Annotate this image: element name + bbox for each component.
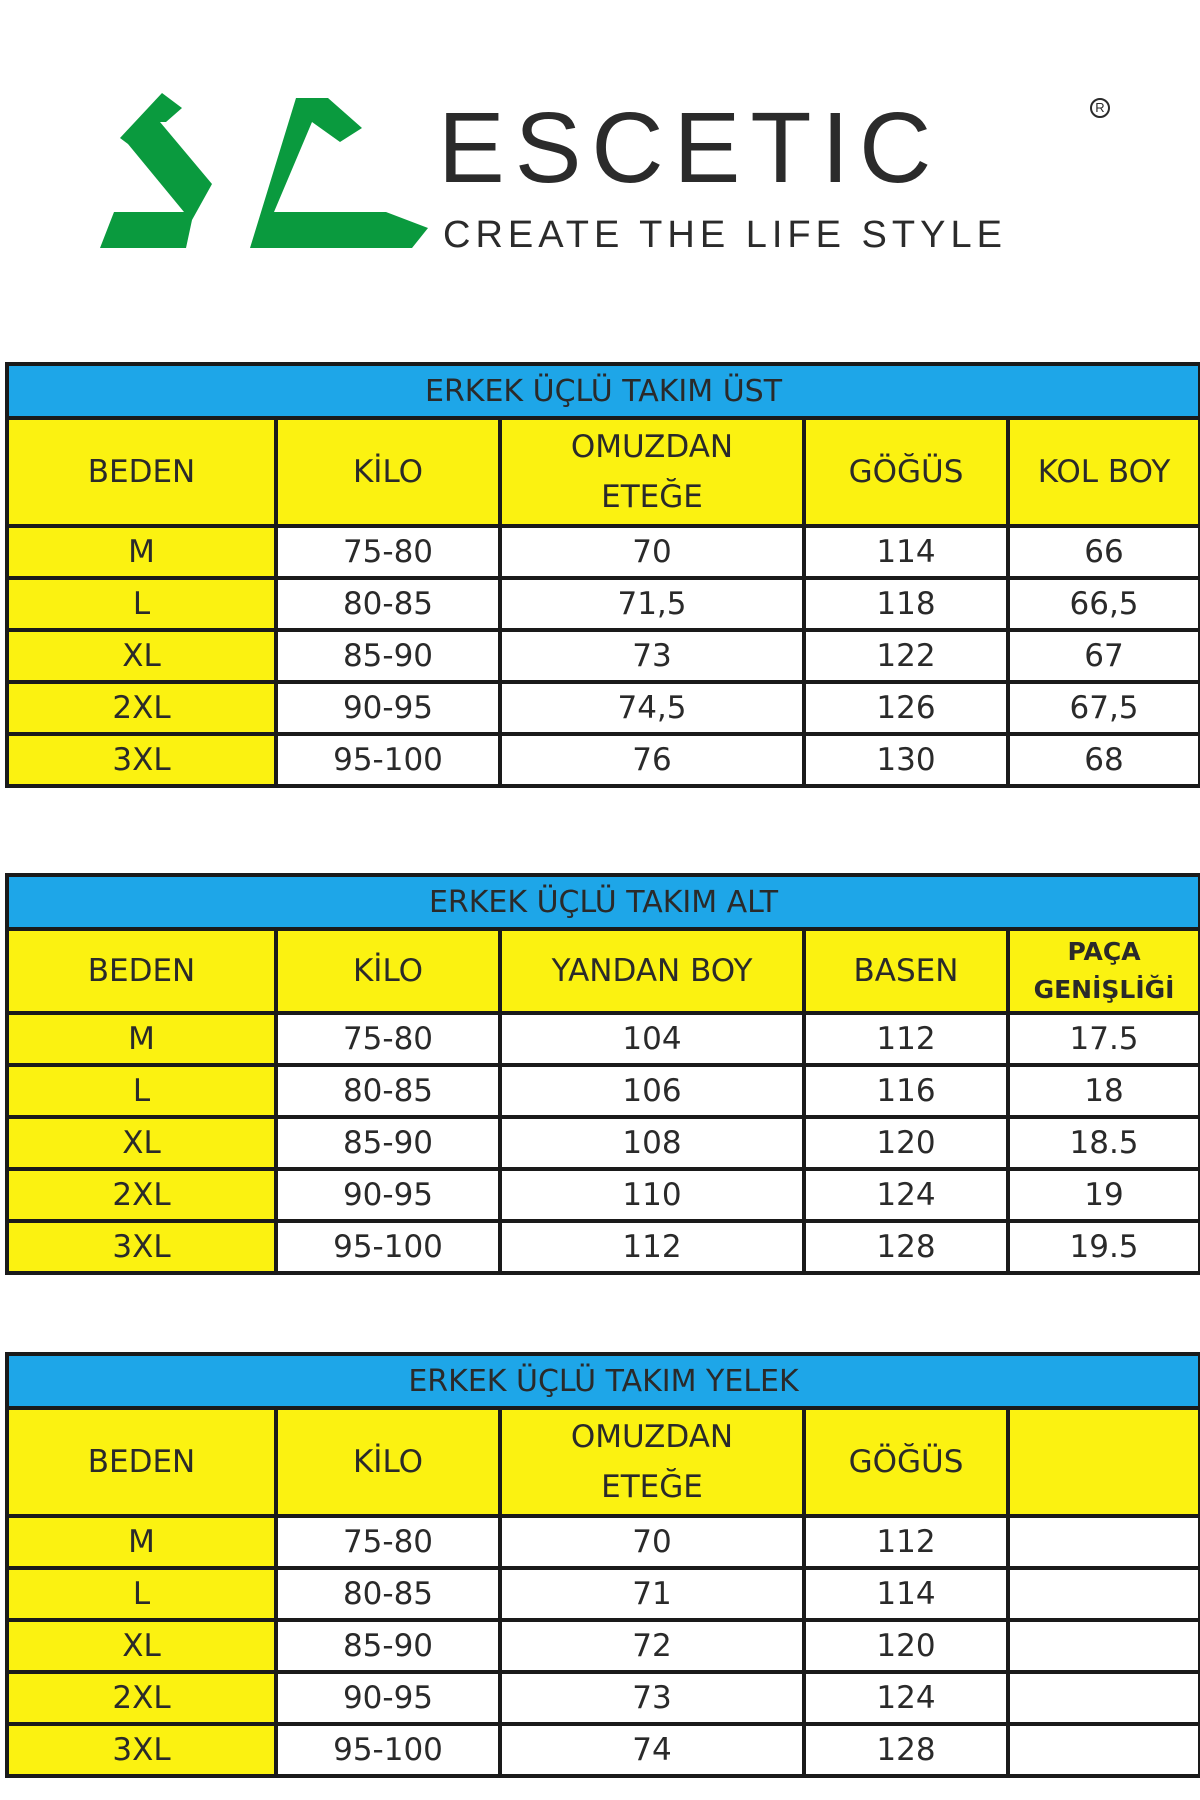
omuzdan-etege-cell: 74,5 bbox=[500, 682, 804, 734]
table-row bbox=[7, 526, 1200, 578]
omuzdan-etege-cell: 72 bbox=[500, 1620, 804, 1672]
header-basen: BASEN bbox=[804, 929, 1008, 1013]
size-cell: XL bbox=[7, 630, 276, 682]
kol-boy-cell: 66,5 bbox=[1008, 578, 1200, 630]
kilo-cell: 90-95 bbox=[276, 1169, 500, 1221]
yandan-boy-cell: 108 bbox=[500, 1117, 804, 1169]
table-title: ERKEK ÜÇLÜ TAKIM ALT bbox=[7, 875, 1200, 929]
gogus-cell: 120 bbox=[804, 1620, 1008, 1672]
table-row bbox=[7, 1724, 1200, 1776]
table-title: ERKEK ÜÇLÜ TAKIM YELEK bbox=[7, 1354, 1200, 1408]
table-row bbox=[7, 1117, 1200, 1169]
empty-cell bbox=[1008, 1724, 1200, 1776]
gogus-cell: 124 bbox=[804, 1672, 1008, 1724]
kilo-cell: 90-95 bbox=[276, 682, 500, 734]
size-cell: XL bbox=[7, 1620, 276, 1672]
paca-genisligi-cell: 17.5 bbox=[1008, 1013, 1200, 1065]
kilo-cell: 95-100 bbox=[276, 1724, 500, 1776]
kilo-cell: 75-80 bbox=[276, 1516, 500, 1568]
header-gogus: GÖĞÜS bbox=[804, 418, 1008, 526]
header-beden: BEDEN bbox=[7, 929, 276, 1013]
size-cell: 3XL bbox=[7, 1221, 276, 1273]
header-yandan-boy: YANDAN BOY bbox=[500, 929, 804, 1013]
yandan-boy-cell: 104 bbox=[500, 1013, 804, 1065]
header-kilo: KİLO bbox=[276, 418, 500, 526]
kol-boy-cell: 67,5 bbox=[1008, 682, 1200, 734]
size-cell: XL bbox=[7, 1117, 276, 1169]
gogus-cell: 128 bbox=[804, 1724, 1008, 1776]
size-table-ust bbox=[5, 362, 1200, 788]
kilo-cell: 75-80 bbox=[276, 526, 500, 578]
size-cell: 2XL bbox=[7, 1672, 276, 1724]
registered-mark-icon: R bbox=[1090, 98, 1110, 118]
size-cell: 3XL bbox=[7, 1724, 276, 1776]
header-kol-boy: KOL BOY bbox=[1008, 418, 1200, 526]
escetic-logo-mark bbox=[100, 88, 430, 268]
size-cell: 2XL bbox=[7, 1169, 276, 1221]
table-row bbox=[7, 1620, 1200, 1672]
kilo-cell: 80-85 bbox=[276, 1568, 500, 1620]
basen-cell: 116 bbox=[804, 1065, 1008, 1117]
table-row bbox=[7, 734, 1200, 786]
gogus-cell: 112 bbox=[804, 1516, 1008, 1568]
header-omuzdan-etege: OMUZDAN ETEĞE bbox=[500, 1408, 804, 1516]
kilo-cell: 80-85 bbox=[276, 1065, 500, 1117]
brand-logo bbox=[100, 88, 1140, 268]
kilo-cell: 95-100 bbox=[276, 1221, 500, 1273]
yandan-boy-cell: 110 bbox=[500, 1169, 804, 1221]
table-row bbox=[7, 630, 1200, 682]
table-row bbox=[7, 1672, 1200, 1724]
brand-name: ESCETIC bbox=[438, 92, 942, 204]
header-kilo: KİLO bbox=[276, 929, 500, 1013]
table-title: ERKEK ÜÇLÜ TAKIM ÜST bbox=[7, 364, 1200, 418]
size-cell: L bbox=[7, 1065, 276, 1117]
omuzdan-etege-cell: 71 bbox=[500, 1568, 804, 1620]
omuzdan-etege-cell: 73 bbox=[500, 1672, 804, 1724]
logo-mark-left-shape bbox=[100, 93, 212, 248]
paca-genisligi-cell: 19 bbox=[1008, 1169, 1200, 1221]
logo-mark-right-shape bbox=[250, 98, 428, 248]
omuzdan-etege-cell: 71,5 bbox=[500, 578, 804, 630]
paca-genisligi-cell: 18 bbox=[1008, 1065, 1200, 1117]
table-row bbox=[7, 1169, 1200, 1221]
empty-cell bbox=[1008, 1620, 1200, 1672]
empty-cell bbox=[1008, 1516, 1200, 1568]
gogus-cell: 114 bbox=[804, 526, 1008, 578]
header-empty bbox=[1008, 1408, 1200, 1516]
yandan-boy-cell: 106 bbox=[500, 1065, 804, 1117]
header-kilo: KİLO bbox=[276, 1408, 500, 1516]
basen-cell: 120 bbox=[804, 1117, 1008, 1169]
omuzdan-etege-cell: 73 bbox=[500, 630, 804, 682]
gogus-cell: 114 bbox=[804, 1568, 1008, 1620]
table-row bbox=[7, 1568, 1200, 1620]
omuzdan-etege-cell: 74 bbox=[500, 1724, 804, 1776]
size-cell: L bbox=[7, 578, 276, 630]
table-row bbox=[7, 1221, 1200, 1273]
kilo-cell: 85-90 bbox=[276, 1620, 500, 1672]
yandan-boy-cell: 112 bbox=[500, 1221, 804, 1273]
kilo-cell: 85-90 bbox=[276, 630, 500, 682]
size-cell: M bbox=[7, 1516, 276, 1568]
paca-genisligi-cell: 19.5 bbox=[1008, 1221, 1200, 1273]
empty-cell bbox=[1008, 1568, 1200, 1620]
basen-cell: 128 bbox=[804, 1221, 1008, 1273]
kilo-cell: 90-95 bbox=[276, 1672, 500, 1724]
kol-boy-cell: 66 bbox=[1008, 526, 1200, 578]
table-row bbox=[7, 1065, 1200, 1117]
basen-cell: 124 bbox=[804, 1169, 1008, 1221]
table-row bbox=[7, 1013, 1200, 1065]
kilo-cell: 80-85 bbox=[276, 578, 500, 630]
size-table-alt bbox=[5, 873, 1200, 1275]
size-table-yelek bbox=[5, 1352, 1200, 1778]
size-cell: M bbox=[7, 526, 276, 578]
omuzdan-etege-cell: 70 bbox=[500, 1516, 804, 1568]
table-row bbox=[7, 682, 1200, 734]
gogus-cell: 118 bbox=[804, 578, 1008, 630]
header-paca-genisligi: PAÇA GENİŞLİĞİ bbox=[1008, 929, 1200, 1013]
gogus-cell: 126 bbox=[804, 682, 1008, 734]
header-omuzdan-etege: OMUZDAN ETEĞE bbox=[500, 418, 804, 526]
kol-boy-cell: 68 bbox=[1008, 734, 1200, 786]
omuzdan-etege-cell: 70 bbox=[500, 526, 804, 578]
empty-cell bbox=[1008, 1672, 1200, 1724]
brand-tagline: CREATE THE LIFE STYLE bbox=[443, 214, 1007, 256]
kol-boy-cell: 67 bbox=[1008, 630, 1200, 682]
header-beden: BEDEN bbox=[7, 1408, 276, 1516]
size-cell: 3XL bbox=[7, 734, 276, 786]
size-cell: 2XL bbox=[7, 682, 276, 734]
paca-genisligi-cell: 18.5 bbox=[1008, 1117, 1200, 1169]
kilo-cell: 85-90 bbox=[276, 1117, 500, 1169]
table-row bbox=[7, 578, 1200, 630]
kilo-cell: 75-80 bbox=[276, 1013, 500, 1065]
size-cell: L bbox=[7, 1568, 276, 1620]
omuzdan-etege-cell: 76 bbox=[500, 734, 804, 786]
table-row bbox=[7, 1516, 1200, 1568]
gogus-cell: 122 bbox=[804, 630, 1008, 682]
size-cell: M bbox=[7, 1013, 276, 1065]
header-gogus: GÖĞÜS bbox=[804, 1408, 1008, 1516]
header-beden: BEDEN bbox=[7, 418, 276, 526]
kilo-cell: 95-100 bbox=[276, 734, 500, 786]
gogus-cell: 130 bbox=[804, 734, 1008, 786]
basen-cell: 112 bbox=[804, 1013, 1008, 1065]
